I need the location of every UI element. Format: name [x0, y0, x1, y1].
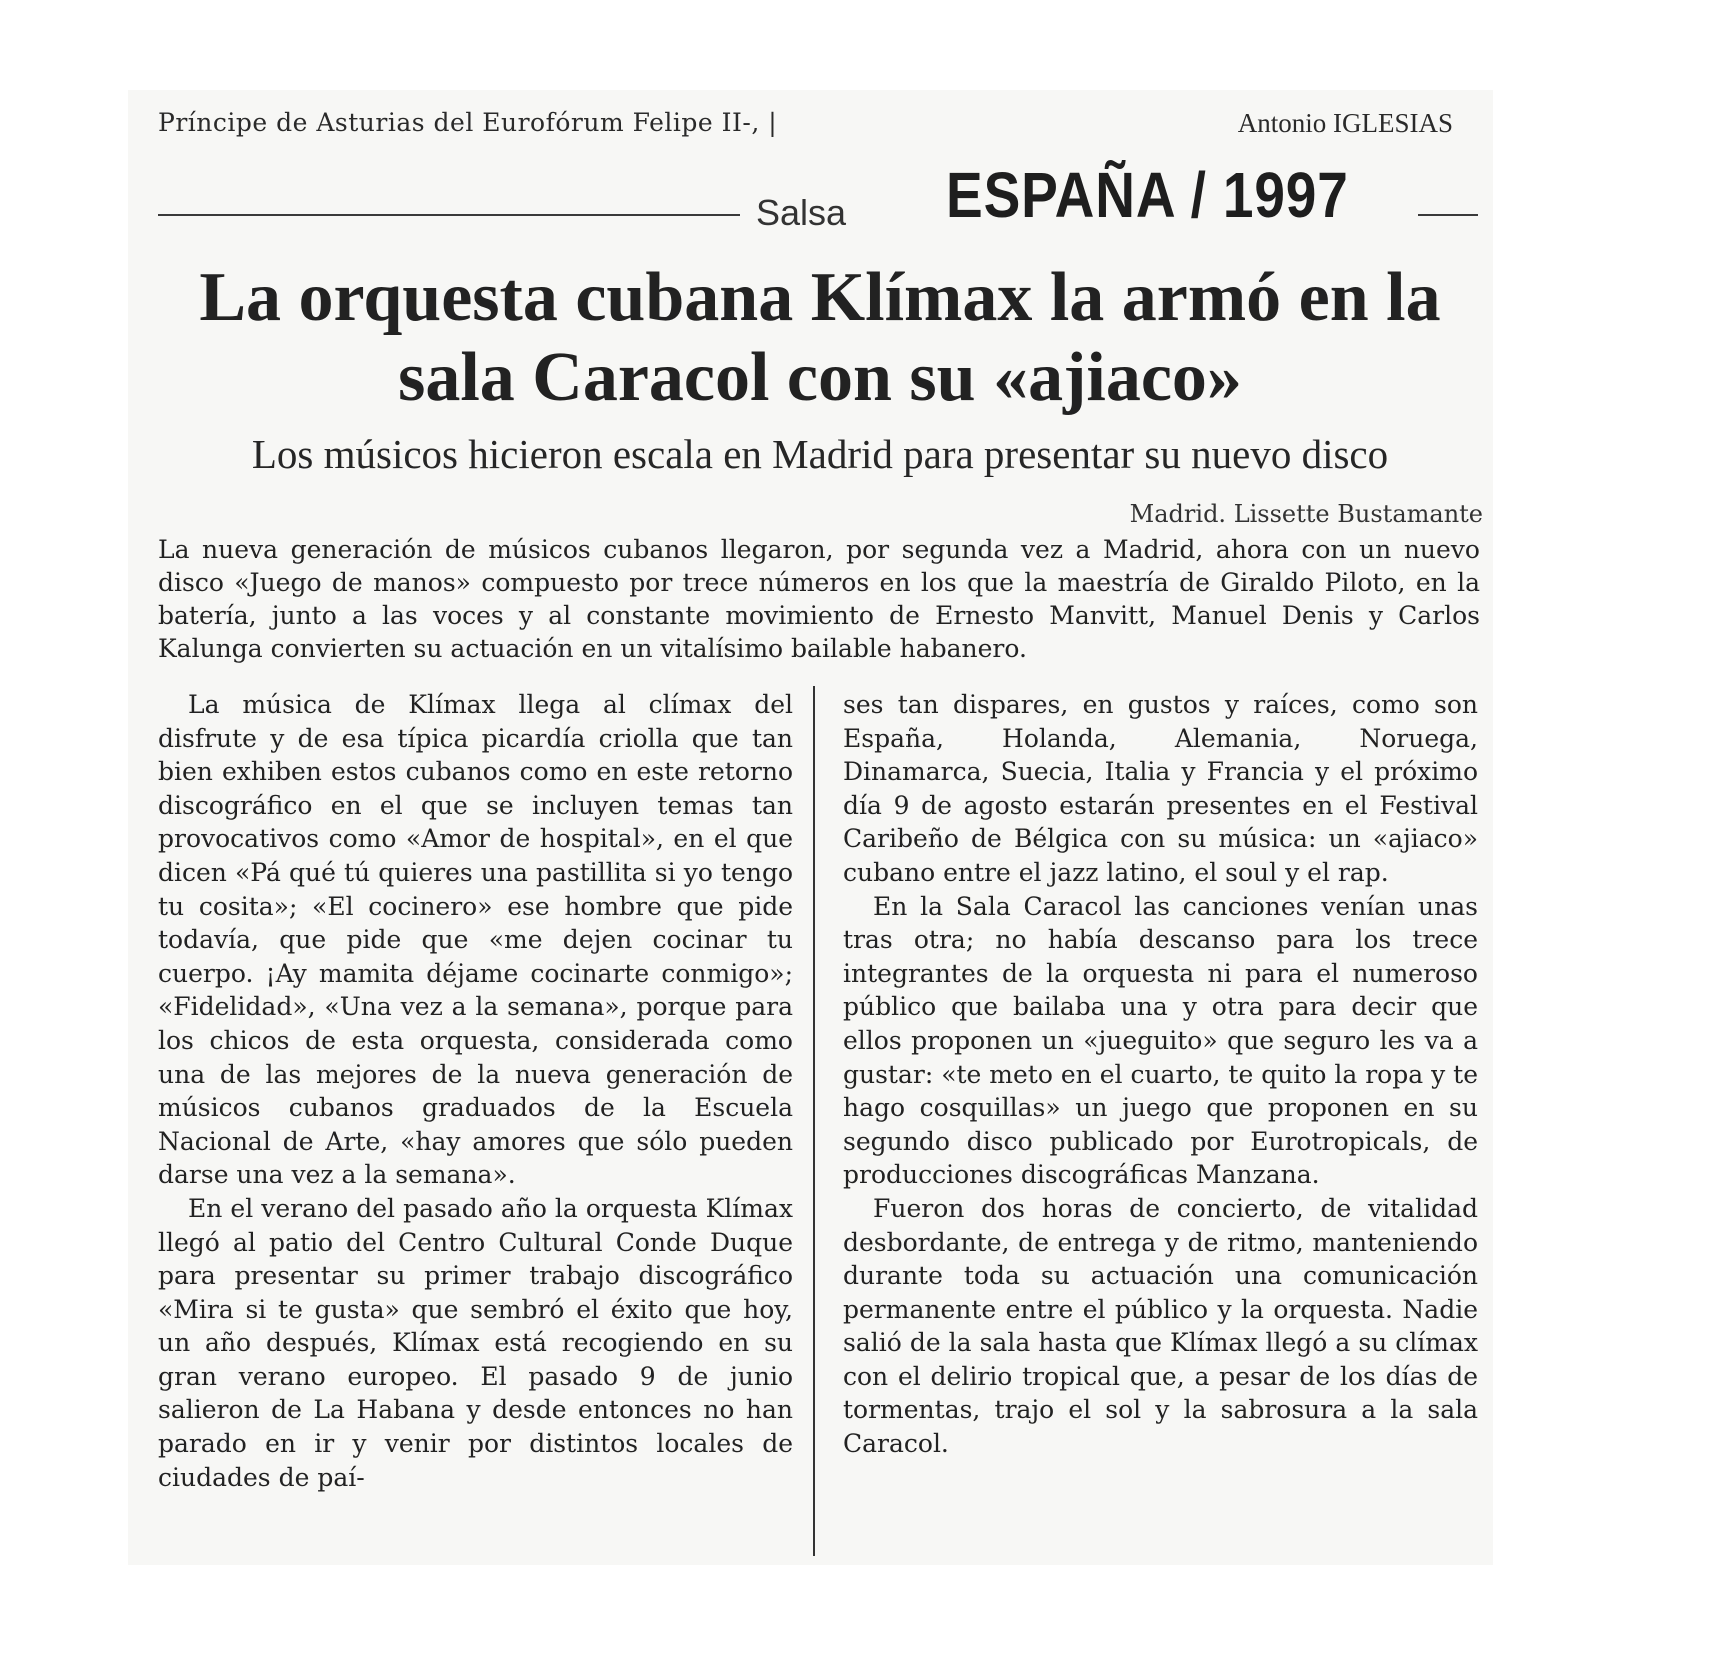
top-caption-left: Príncipe de Asturias del Eurofórum Felipe II-, | [158, 108, 778, 137]
article-body [158, 688, 1480, 1558]
headline: La orquesta cubana Klímax la armó en la sala Caracol con su «ajiaco» [199, 259, 1441, 416]
lead-paragraph: La nueva generación de músicos cubanos llegaron, por segunda vez a Madrid, ahora con un nuevo disco «Juego de manos» compuesto por trece números en los que la maestría de Giraldo Piloto, en la batería, junto a las voces y al constante movimiento de Ernesto Manvitt, Manuel Denis y Carlos Kalunga convierten su actuación en un vitalísimo bailable habanero. [158, 535, 1480, 663]
column-left [158, 688, 793, 1494]
edition-label: ESPAÑA / 1997 [946, 159, 1349, 231]
paragraph: Fueron dos horas de concierto, de vitalidad desbordante, de entrega y de ritmo, manteniendo durante toda su actuación una comunicación permanente entre el público y la orquesta. Nadie salió de la sala hasta que Klímax llegó a su clímax con el delirio tropical que, a pesar de los días de tormentas, trajo el sol y la sabrosura a la sala Caracol. [843, 1193, 1478, 1459]
paragraph: La música de Klímax llega al clímax del disfrute y de esa típica picardía criolla que tan bien exhiben estos cubanos como en este retorno discográfico en el que se incluyen temas tan provocativos como «Amor de hospital», en el que dicen «Pá qué tú quieres una pastillita si yo tengo tu cosita»; «El cocinero» ese hombre que pide todavía, que pide que «me dejen cocinar tu cuerpo. ¡Ay mamita déjame cocinarte conmigo»; «Fidelidad», «Una vez a la semana», porque para los chicos de esta orquesta, considerada como una de las mejores de la nueva generación de músicos cubanos graduados de la Escuela Nacional de Arte, «hay amores que sólo pueden darse una vez a la semana». [158, 690, 793, 1190]
top-author: Antonio IGLESIAS [1237, 108, 1453, 138]
paragraph: ses tan dispares, en gustos y raíces, como son España, Holanda, Alemania, Noruega, Dinamarca, Suecia, Italia y Francia y el próximo día 9 de agosto estarán presentes en el Festival Caribeño de Bélgica con su música: un «ajiaco» cubano entre el jazz latino, el soul y el rap. [843, 690, 1478, 887]
section-rule-right [1418, 214, 1478, 216]
paragraph: En la Sala Caracol las canciones venían unas tras otra; no había descanso para los trece integrantes de la orquesta ni para el numeroso público que bailaba una y otra para decir que ellos proponen un «jueguito» que seguro les va a gustar: «te meto en el cuarto, te quito la ropa y te hago cosquillas» un juego que proponen en su segundo disco publicado por Eurotropicals, de producciones discográficas Manzana. [843, 891, 1478, 1190]
column-divider [813, 686, 815, 1556]
paragraph: En el verano del pasado año la orquesta Klímax llegó al patio del Centro Cultural Conde Duque para presentar su primer trabajo discográfico «Mira si te gusta» que sembró el éxito que hoy, un año después, Klímax está recogiendo en su gran verano europeo. El pasado 9 de junio salieron de La Habana y desde entonces no han parado en ir y venir por distintos locales de ciudades de paí- [158, 1193, 793, 1492]
section-label: Salsa [756, 192, 847, 233]
section-rule-left [158, 214, 740, 216]
subheadline: Los músicos hicieron escala en Madrid para presentar su nuevo disco [251, 431, 1389, 477]
column-right [843, 688, 1478, 1461]
byline: Madrid. Lissette Bustamante [1129, 500, 1483, 528]
